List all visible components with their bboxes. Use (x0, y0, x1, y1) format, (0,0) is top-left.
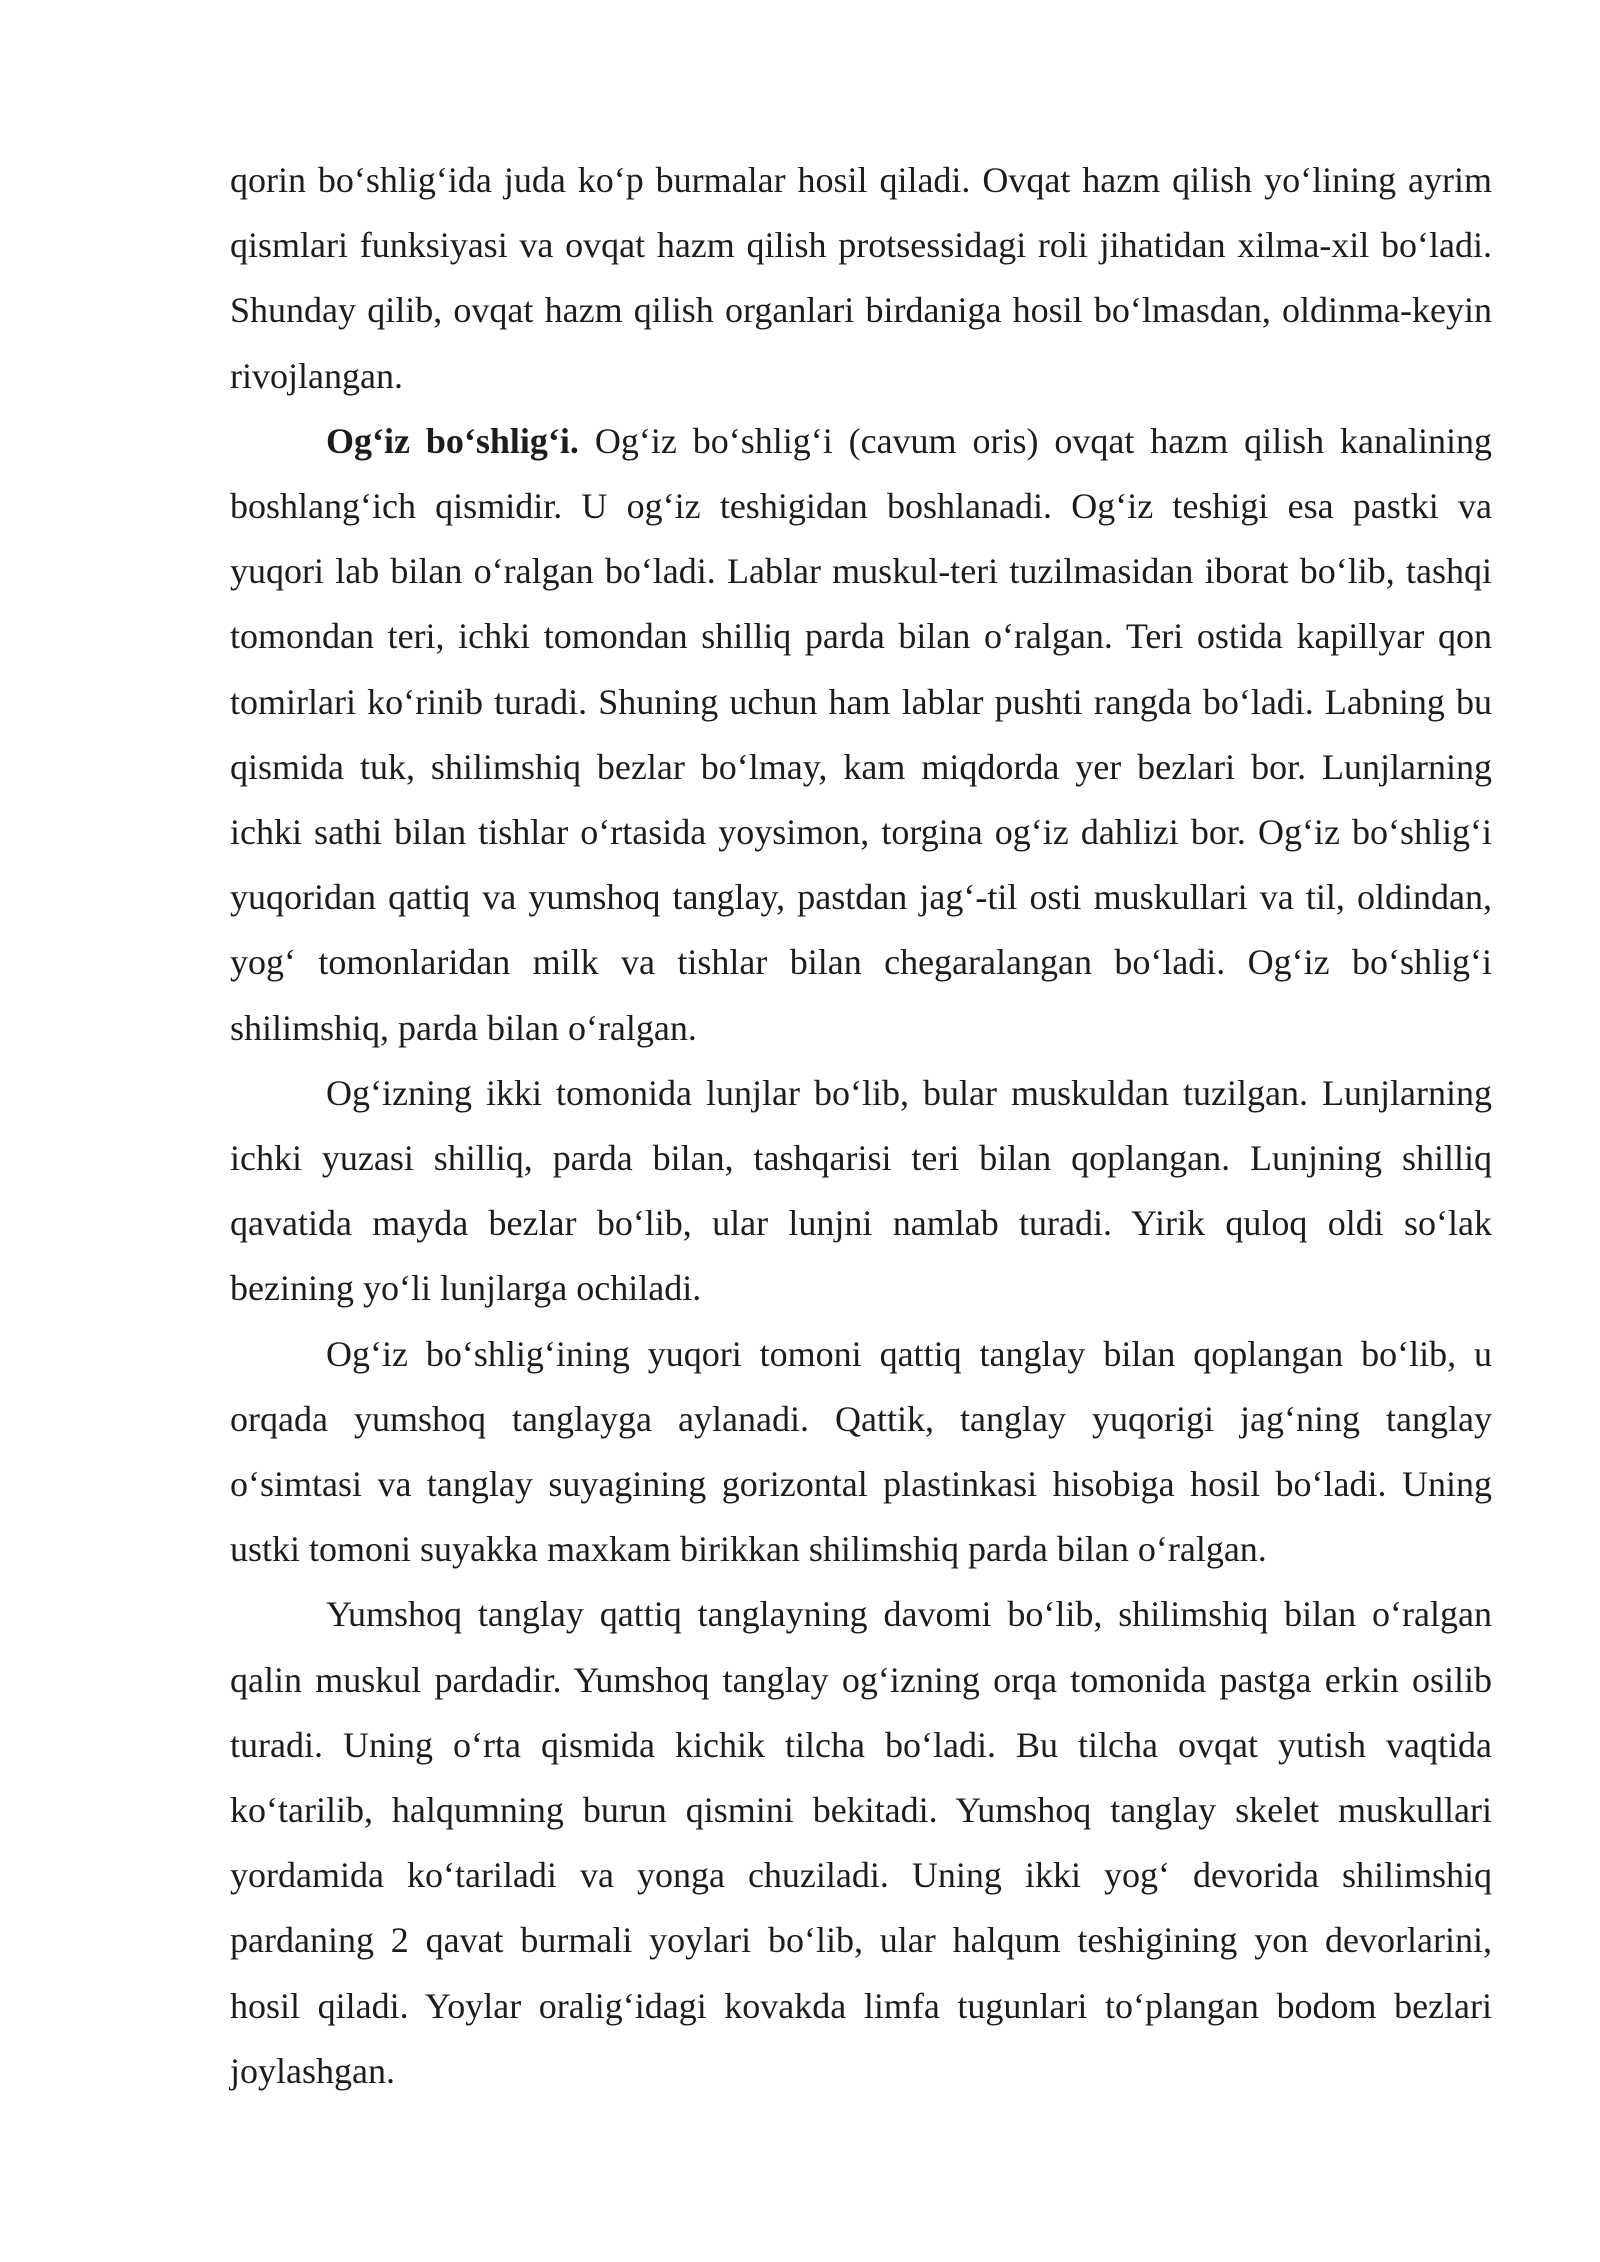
paragraph-3-text: Og‘izning ikki tomonida lunjlar bo‘lib, bular muskuldan tuzilgan. Lunjlarning ichki yuzasi shilliq, parda bilan, tashqarisi teri bilan qoplangan. Lunjning shilliq qavatida mayda bezlar bo‘lib, ular lunjni namlab turadi. Yirik quloq oldi so‘lak bezining yo‘li lunjlarga ochiladi. (230, 1072, 1492, 1309)
paragraph-2-text: Og‘iz bo‘shlig‘i (cavum oris) ovqat hazm qilish kanalining boshlang‘ich qismidir. U og‘iz teshigidan boshlanadi. Og‘iz teshigi esa pastki va yuqori lab bilan o‘ralgan bo‘ladi. Lablar muskul-teri tuzilmasidan iborat bo‘lib, tashqi tomondan teri, ichki tomondan shilliq parda bilan o‘ralgan. Teri ostida kapillyar qon tomirlari ko‘rinib turadi. Shuning uchun ham lablar pushti rangda bo‘ladi. Labning bu qismida tuk, shilimshiq bezlar bo‘lmay, kam miqdorda yer bezlari bor. Lunjlarning ichki sathi bilan tishlar o‘rtasida yoysimon, torgina og‘iz dahlizi bor. Og‘iz bo‘shlig‘i yuqoridan qattiq va yumshoq tanglay, pastdan jag‘-til osti muskullari va til, oldindan, yog‘ tomonlaridan milk va tishlar bilan chegaralangan bo‘ladi. Og‘iz bo‘shlig‘i shilimshiq, parda bilan o‘ralgan. (230, 420, 1492, 1048)
document-page (230, 148, 1492, 2104)
paragraph-1-text: qorin bo‘shlig‘ida juda ko‘p burmalar hosil qiladi. Ovqat hazm qilish yo‘lining ayrim qismlari funksiyasi va ovqat hazm qilish protsessidagi roli jihatidan xilma-xil bo‘ladi. Shunday qilib, ovqat hazm qilish organlari birdaniga hosil bo‘lmasdan, oldinma-keyin rivojlangan. (230, 160, 1492, 396)
paragraph-3 (230, 1061, 1492, 1322)
paragraph-4 (230, 1322, 1492, 1583)
section-heading-ogiz-boshligi: Og‘iz bo‘shlig‘i. (326, 420, 579, 461)
paragraph-2 (230, 409, 1492, 1061)
paragraph-5 (230, 1582, 1492, 2104)
paragraph-1 (230, 148, 1492, 409)
paragraph-4-text: Og‘iz bo‘shlig‘ining yuqori tomoni qattiq tanglay bilan qoplangan bo‘lib, u orqada yumshoq tanglayga aylanadi. Qattik, tanglay yuqorigi jag‘ning tanglay o‘simtasi va tanglay suyagining gorizontal plastinkasi hisobiga hosil bo‘ladi. Uning ustki tomoni suyakka maxkam birikkan shilimshiq parda bilan o‘ralgan. (230, 1333, 1492, 1570)
paragraph-5-text: Yumshoq tanglay qattiq tanglayning davomi bo‘lib, shilimshiq bilan o‘ralgan qalin muskul pardadir. Yumshoq tanglay og‘izning orqa tomonida pastga erkin osilib turadi. Uning o‘rta qismida kichik tilcha bo‘ladi. Bu tilcha ovqat yutish vaqtida ko‘tarilib, halqumning burun qismini bekitadi. Yumshoq tanglay skelet muskullari yordamida ko‘tariladi va yonga chuziladi. Uning ikki yog‘ devorida shilimshiq pardaning 2 qavat burmali yoylari bo‘lib, ular halqum teshigining yon devorlarini, hosil qiladi. Yoylar oralig‘idagi kovakda limfa tugunlari to‘plangan bodom bezlari joylashgan. (230, 1594, 1492, 2091)
